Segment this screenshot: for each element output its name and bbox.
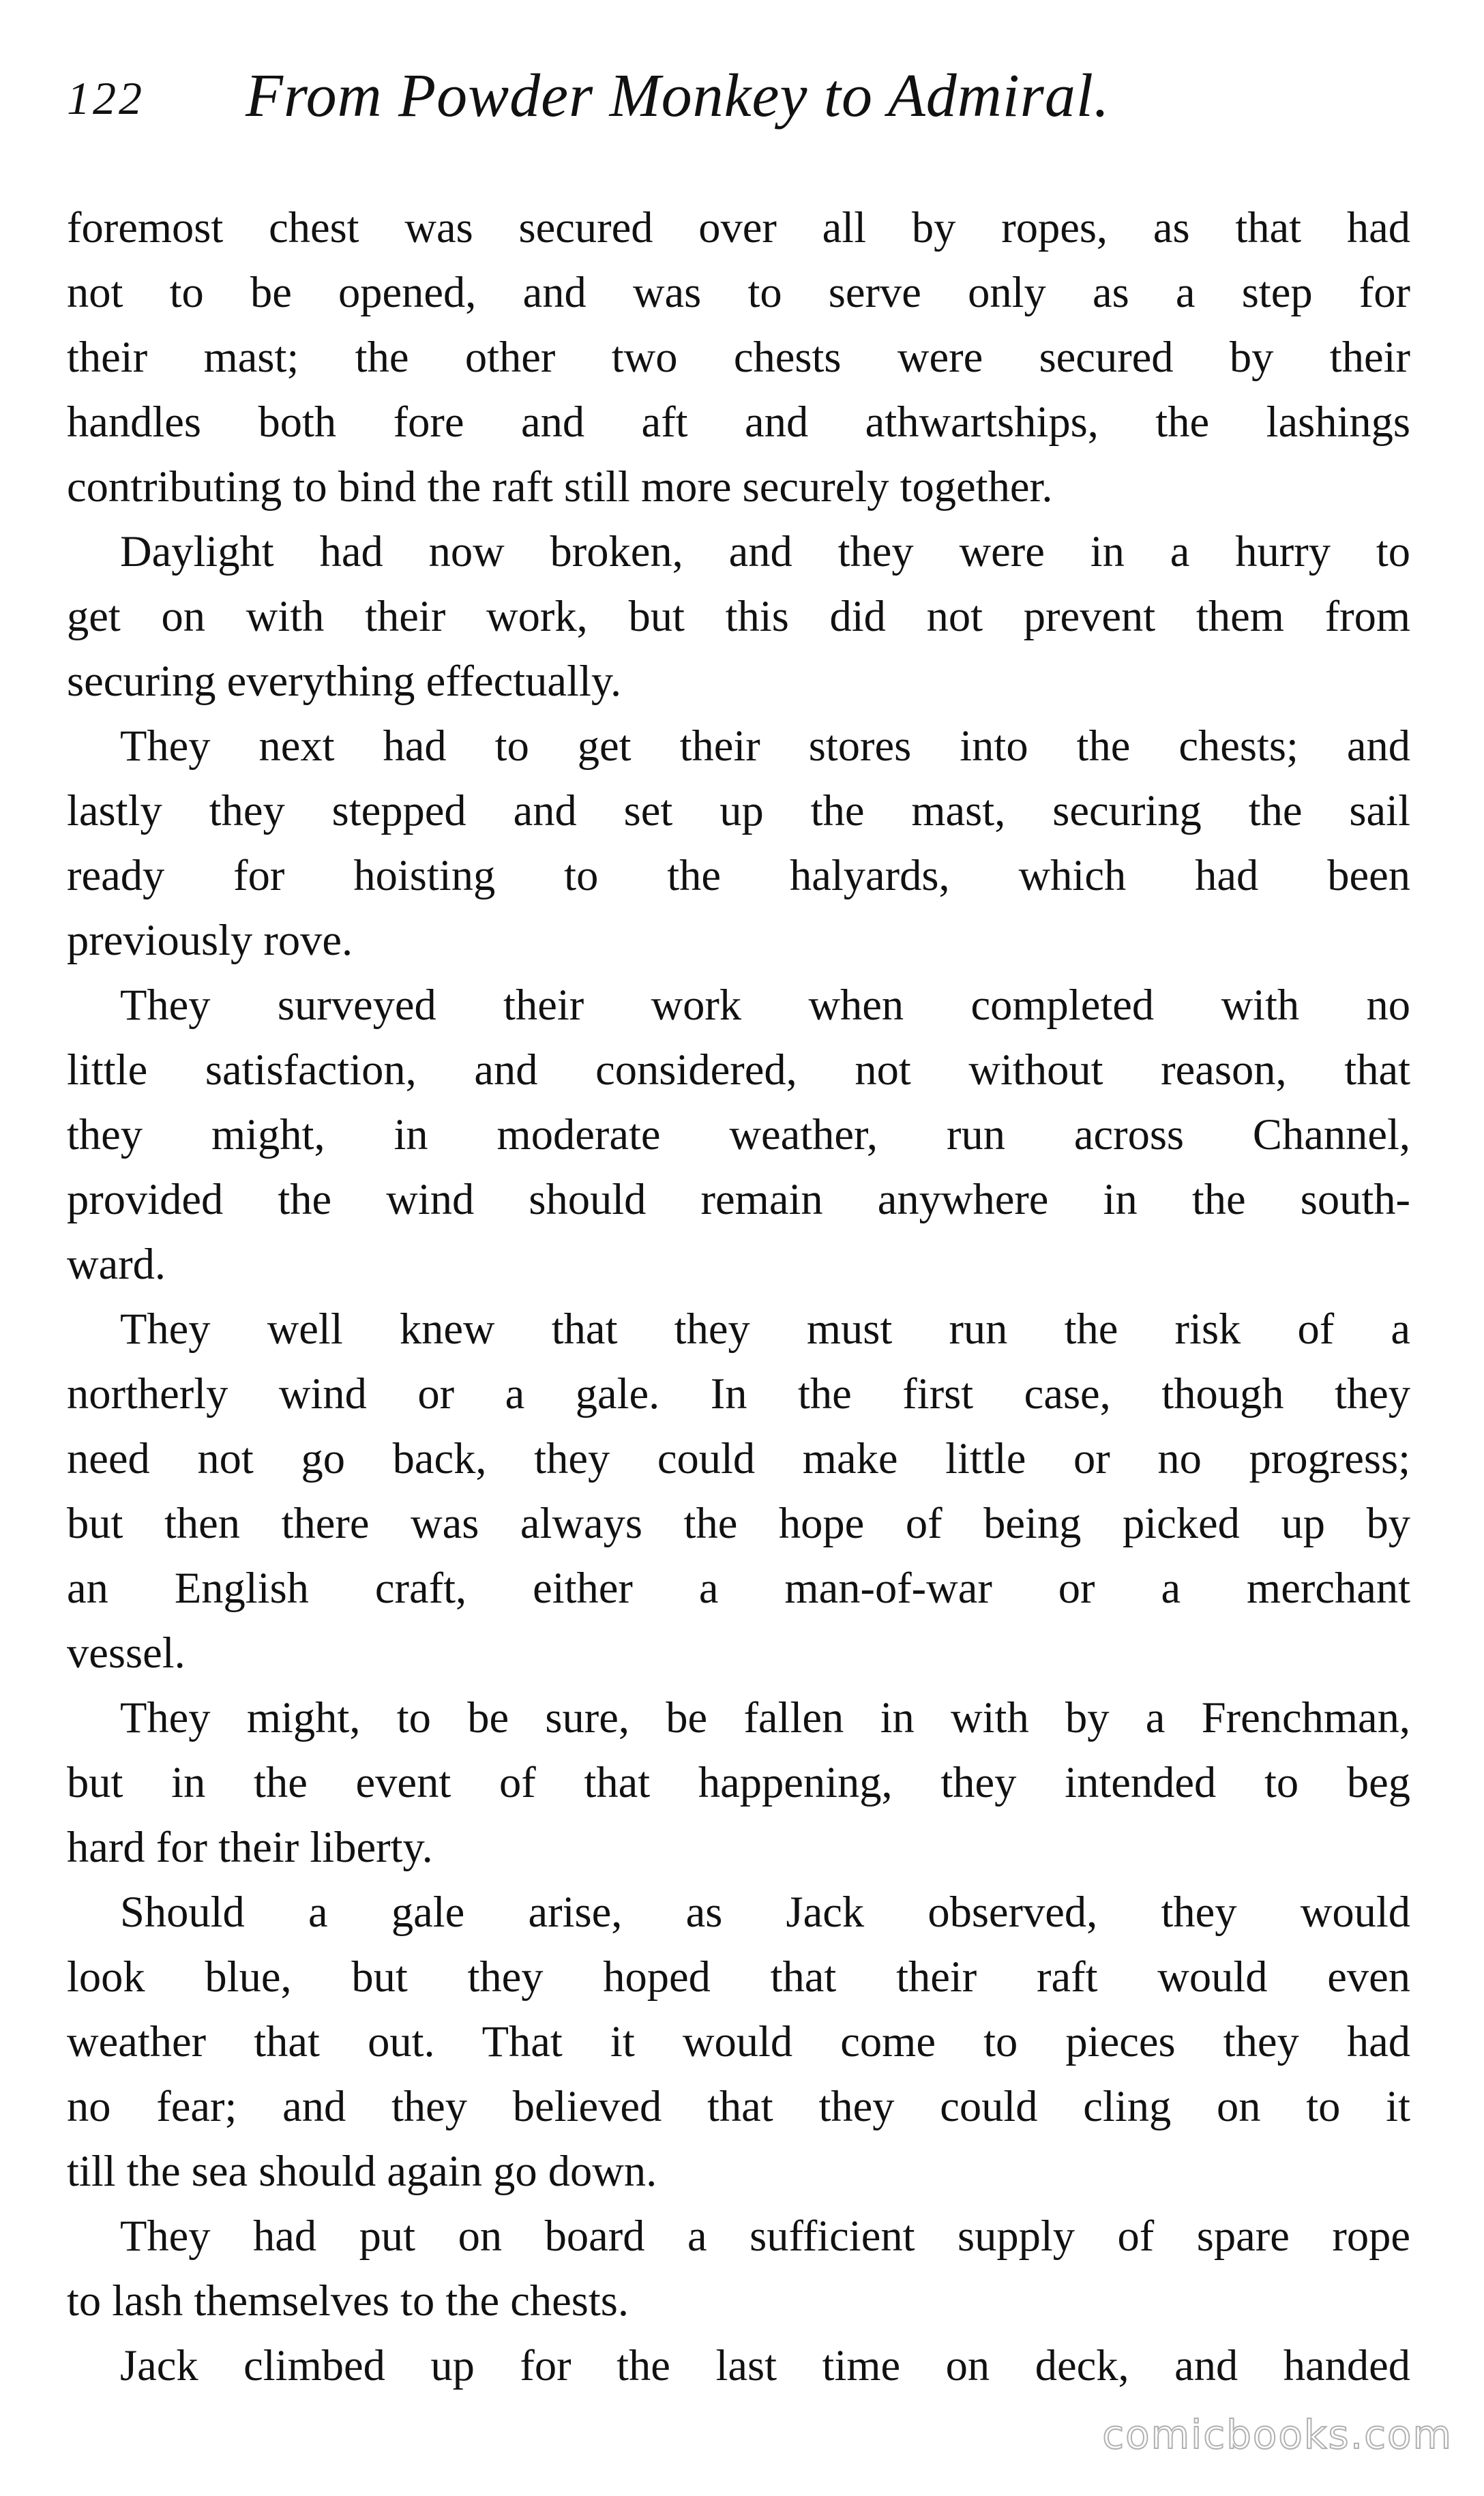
- text-line: contributing to bind the raft still more securely together.: [67, 462, 1053, 511]
- text-line: vessel.: [67, 1629, 186, 1677]
- text-line: They next had to get their stores into the chests; and: [120, 722, 1410, 770]
- text-line: securing everything effectually.: [67, 657, 622, 705]
- text-line: They might, to be sure, be fallen in with by a Frenchman,: [120, 1693, 1410, 1742]
- text-line: to lash themselves to the chests.: [67, 2276, 629, 2325]
- watermark: comicbooks.com: [1102, 2411, 1453, 2458]
- paragraph: [67, 1685, 1410, 1880]
- text-line: They had put on board a sufficient supply of spare rope: [120, 2212, 1410, 2260]
- body-text: [67, 195, 1410, 2398]
- text-line: little satisfaction, and considered, not without reason, that: [67, 1045, 1410, 1094]
- paragraph: [67, 1880, 1410, 2203]
- paragraph: [67, 519, 1410, 713]
- text-line: not to be opened, and was to serve only as a step for: [67, 268, 1410, 316]
- text-line: but then there was always the hope of being picked up by: [67, 1499, 1410, 1547]
- text-line: They surveyed their work when completed with no: [120, 981, 1410, 1029]
- text-line: Should a gale arise, as Jack observed, they would: [120, 1888, 1410, 1936]
- running-title: From Powder Monkey to Admiral.: [246, 62, 1110, 130]
- text-line: weather that out. That it would come to pieces they had: [67, 2017, 1410, 2066]
- text-line: northerly wind or a gale. In the first case, though they: [67, 1369, 1410, 1418]
- paragraph: [67, 972, 1410, 1296]
- text-line: an English craft, either a man-of-war or a merchant: [67, 1564, 1410, 1612]
- text-line: Daylight had now broken, and they were in a hurry to: [120, 527, 1410, 576]
- paragraph: [67, 2333, 1410, 2398]
- text-line: get on with their work, but this did not prevent them from: [67, 592, 1410, 640]
- text-line: no fear; and they believed that they could cling on to it: [67, 2082, 1410, 2130]
- text-line: their mast; the other two chests were secured by their: [67, 333, 1410, 381]
- text-line: look blue, but they hoped that their raft would even: [67, 1952, 1410, 2001]
- text-line: handles both fore and aft and athwartships, the lashings: [67, 398, 1410, 446]
- text-line: previously rove.: [67, 916, 353, 964]
- paragraph: [67, 195, 1410, 519]
- text-line: but in the event of that happening, they intended to beg: [67, 1758, 1410, 1807]
- text-line: They well knew that they must run the risk of a: [120, 1305, 1410, 1353]
- paragraph: [67, 713, 1410, 972]
- text-line: hard for their liberty.: [67, 1823, 433, 1871]
- paragraph: [67, 1296, 1410, 1685]
- text-line: provided the wind should remain anywhere in the south-: [67, 1175, 1410, 1223]
- text-line: lastly they stepped and set up the mast, securing the sail: [67, 786, 1410, 835]
- text-line: foremost chest was secured over all by ropes, as that had: [67, 203, 1410, 252]
- text-line: till the sea should again go down.: [67, 2147, 657, 2195]
- paragraph: [67, 2203, 1410, 2333]
- text-line: they might, in moderate weather, run across Channel,: [67, 1110, 1410, 1159]
- text-line: ward.: [67, 1240, 166, 1288]
- page-number: 122: [67, 72, 145, 124]
- text-line: Jack climbed up for the last time on deck, and handed: [120, 2341, 1410, 2390]
- page-header: [67, 53, 1424, 142]
- text-line: ready for hoisting to the halyards, which had been: [67, 851, 1410, 900]
- text-line: need not go back, they could make little or no progress;: [67, 1434, 1410, 1483]
